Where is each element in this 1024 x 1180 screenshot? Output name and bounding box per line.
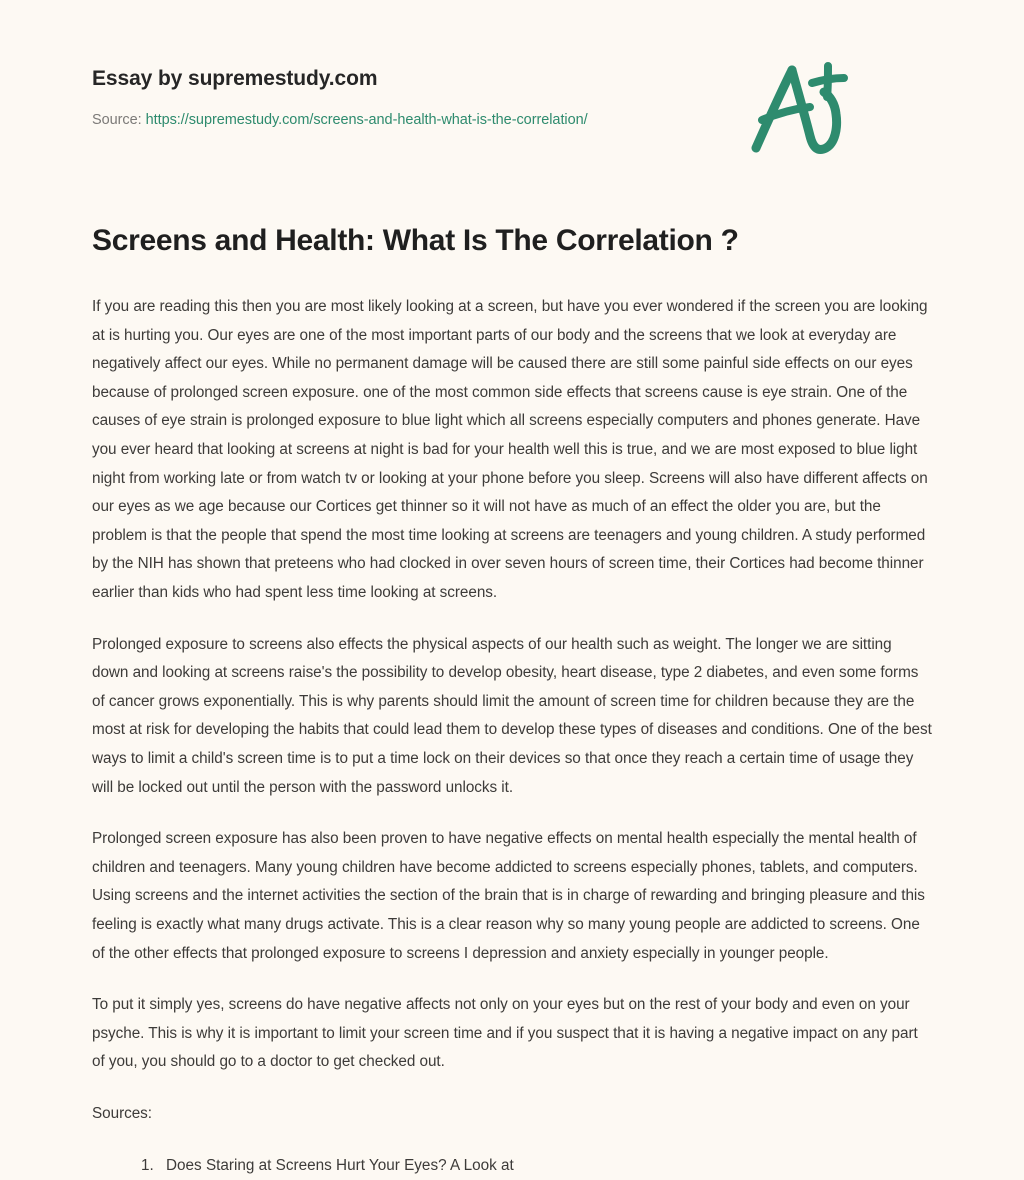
page-title: Screens and Health: What Is The Correlation ? <box>92 223 739 257</box>
page-header <box>92 0 932 130</box>
article-body <box>92 259 932 1180</box>
list-item: 1. Does Staring at Screens Hurt Your Eyes? A Look at <box>158 1152 932 1180</box>
sources-list <box>92 1152 932 1180</box>
a-plus-icon <box>740 52 860 162</box>
paragraph: Prolonged screen exposure has also been proven to have negative effects on mental health especially the mental health of children and teenagers. Many young children have become addicted to screens especially phones, tablets, and computers. Using screens and the internet activities the section of the brain that is in charge of rewarding and bringing pleasure and this feeling is exactly what many drugs activate. This is a clear reason why so many young people are addicted to screens. One of the other effects that prolonged exposure to screens I depression and anxiety especially in younger people. <box>92 830 925 962</box>
source-url-link[interactable]: https://supremestudy.com/screens-and-health-what-is-the-correlation/ <box>145 112 588 129</box>
paragraph: If you are reading this then you are most likely looking at a screen, but have you ever wondered if the screen you are looking at is hurting you. Our eyes are one of the most important parts of our body and the screens that we look at everyday are negatively affect our eyes. While no permanent damage will be caused there are still some painful side effects on our eyes because of prolonged screen exposure. one of the most common side effects that screens cause is eye strain. One of the causes of eye strain is prolonged exposure to blue light which all screens especially computers and phones generate. Have you ever heard that looking at screens at night is bad for your health well this is true, and we are most exposed to blue light night from working late or from watch tv or looking at your phone before you sleep. Screens will also have different affects on our eyes as we age because our Cortices get thinner so it will not have as much of an effect the older you are, but the problem is that the people that spend the most time looking at screens are teenagers and young children. A study performed by the NIH has shown that preteens who had clocked in over seven hours of screen time, their Cortices had become thinner earlier than kids who had spent less time looking at screens. <box>92 298 928 602</box>
paragraph: To put it simply yes, screens do have negative affects not only on your eyes but on the rest of your body and even on your psyche. This is why it is important to limit your screen time and if you suspect that it is having a negative impact on any part of you, you should go to a doctor to get checked out. <box>92 996 918 1071</box>
sources-heading: Sources: <box>92 1104 152 1122</box>
paragraph: Prolonged exposure to screens also effects the physical aspects of our health such as weight. The longer we are sitting down and looking at screens raise's the possibility to develop obesity, heart disease, type 2 diabetes, and even some forms of cancer grows exponentially. This is why parents should limit the amount of screen time for children because they are the most at risk for developing the habits that could lead them to develop these types of diseases and conditions. One of the best ways to limit a child's screen time is to put a time lock on their devices so that once they reach a certain time of usage they will be locked out until the person with the password unlocks it. <box>92 635 932 796</box>
a-plus-grade-logo <box>740 52 860 162</box>
essay-byline: Essay by supremestudy.com <box>92 67 378 90</box>
source-label: Source: <box>92 112 142 129</box>
